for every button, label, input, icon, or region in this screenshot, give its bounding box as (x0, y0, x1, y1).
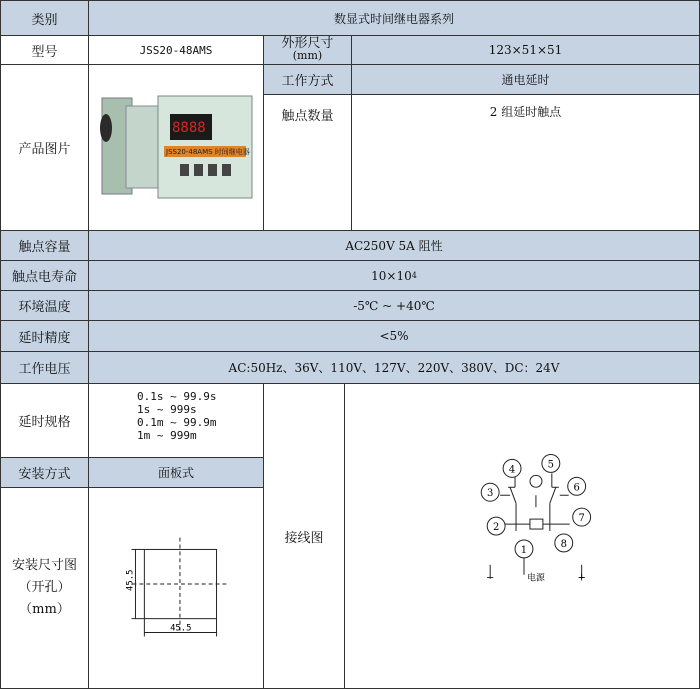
cutout-height-dimension: 45.5 (125, 569, 136, 591)
contact-capacity-value: AC250V 5A 阻性 (88, 230, 700, 261)
wiring-label: 接线图 (263, 383, 345, 689)
plus-terminal: + (577, 572, 586, 584)
delay-spec-line: 0.1s ~ 99.9s (137, 390, 217, 403)
mounting-label: 安装方式 (0, 457, 89, 488)
wiring-diagram (345, 383, 699, 689)
delay-spec-label: 延时规格 (0, 383, 89, 458)
category-value: 数显式时间继电器系列 (88, 0, 700, 36)
wiring-pin-label: 4 (508, 464, 516, 476)
cutout-label: 安装尺寸图 （开孔） （mm） (0, 487, 89, 689)
dimensions-label: 外形尺寸 (mm) (263, 35, 352, 65)
model-value: JSS20-48AMS (88, 35, 264, 65)
wiring-pin-label: 2 (492, 522, 500, 534)
contacts-value: 2 组延时触点 (351, 94, 700, 231)
wiring-pin-label: 8 (560, 538, 567, 550)
model-label: 型号 (0, 35, 89, 65)
display-digits: 8888 (172, 119, 206, 136)
ambient-temp-value: -5℃ ~ +40℃ (88, 290, 700, 321)
wiring-pin-label: 5 (547, 459, 555, 471)
product-photo (88, 64, 264, 231)
delay-spec-line: 1m ~ 999m (137, 429, 197, 442)
cutout-diagram (89, 487, 263, 689)
contact-capacity-label: 触点容量 (0, 230, 89, 261)
electrical-life-label: 触点电寿命 (0, 260, 89, 291)
work-mode-value: 通电延时 (351, 64, 700, 95)
dimensions-value: 123×51×51 (351, 35, 700, 65)
power-label: 电源 (526, 573, 545, 584)
wiring-pin-label: 7 (578, 513, 585, 525)
wiring-pin-label: 3 (487, 488, 494, 500)
voltage-value: AC:50Hz、36V、110V、127V、220V、380V、DC：24V (88, 351, 700, 384)
wiring-pin-label: 1 (520, 544, 528, 556)
ambient-temp-label: 环境温度 (0, 290, 89, 321)
delay-accuracy-value: <5% (88, 320, 700, 352)
category-label: 类别 (0, 0, 89, 36)
mounting-value: 面板式 (88, 457, 264, 488)
wiring-diagram-cell (344, 383, 700, 689)
delay-spec-list (88, 383, 264, 458)
cutout-drawing (88, 487, 264, 689)
device-label: JSS20-48AMS 时间继电器 (166, 147, 250, 156)
relay-device-image (96, 88, 256, 208)
minus-terminal: − (486, 572, 495, 584)
photo-label: 产品图片 (0, 64, 89, 231)
delay-accuracy-label: 延时精度 (0, 320, 89, 352)
work-mode-label: 工作方式 (263, 64, 352, 95)
electrical-life-value: 10×10 4 (88, 260, 700, 291)
voltage-label: 工作电压 (0, 351, 89, 384)
delay-spec-line: 0.1m ~ 99.9m (137, 416, 217, 429)
delay-spec-line: 1s ~ 999s (137, 403, 197, 416)
contacts-label: 触点数量 (263, 94, 352, 231)
wiring-pin-label: 6 (573, 482, 580, 494)
cutout-width-dimension: 45.5 (170, 623, 192, 634)
